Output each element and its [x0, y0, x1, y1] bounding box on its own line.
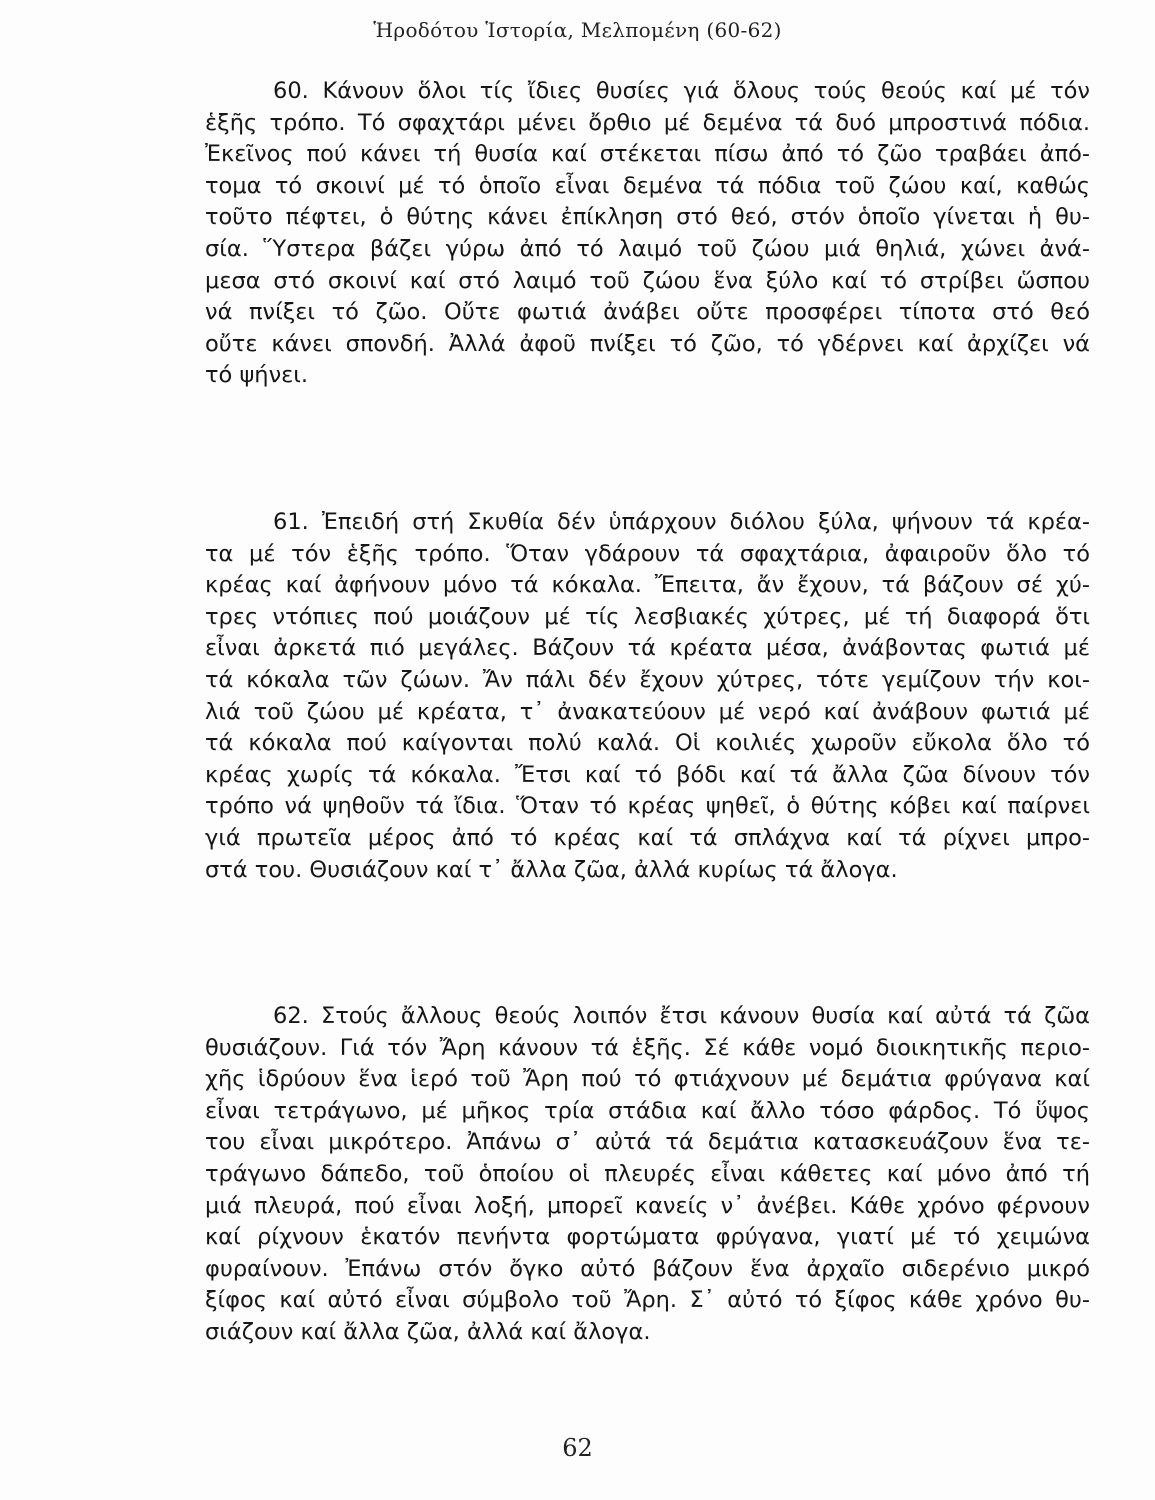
text-line: φυραίνουν. Ἐπάνω στόν ὄγκο αὐτό βάζουν ἕνα ἀρχαῖο σιδερένιο μικρό [205, 1255, 1090, 1282]
text-line: του εἶναι μικρότερο. Ἀπάνω σ᾿ αὐτά τά δεμάτια κατασκευάζουν ἕνα τε- [205, 1129, 1090, 1156]
text-line: σιάζουν καί ἄλλα ζῶα, ἀλλά καί ἄλογα. [205, 1318, 651, 1345]
text-line: σία. Ὕστερα βάζει γύρω ἀπό τό λαιμό τοῦ ζώου μιά θηλιά, χώνει ἀνά- [205, 235, 1090, 262]
text-line: τράγωνο δάπεδο, τοῦ ὁποίου οἱ πλευρές εἶναι κάθετες καί μόνο ἀπό τή [205, 1160, 1090, 1187]
text-line: 60. Κάνουν ὅλοι τίς ἴδιες θυσίες γιά ὅλους τούς θεούς καί μέ τόν [273, 78, 1090, 104]
text-line: ξίφος καί αὐτό εἶναι σύμβολο τοῦ Ἄρη. Σ᾿ αὐτό τό ξίφος κάθε χρόνο θυ- [205, 1287, 1090, 1314]
text-line: στά του. Θυσιάζουν καί τ᾿ ἄλλα ζῶα, ἀλλά κυρίως τά ἄλογα. [205, 856, 898, 883]
text-line: 62. Στούς ἄλλους θεούς λοιπόν ἔτσι κάνουν θυσία καί αὐτά τά ζῶα [273, 1003, 1090, 1029]
text-line: τό ψήνει. [205, 362, 309, 389]
text-line: μιά πλευρά, πού εἶναι λοξή, μπορεῖ κανείς ν᾿ ἀνέβει. Κάθε χρόνο φέρνουν [205, 1192, 1090, 1219]
paragraph-61 [205, 507, 1090, 886]
text-line: μεσα στό σκοινί καί στό λαιμό τοῦ ζώου ἕνα ξύλο καί τό στρίβει ὥσπου [205, 267, 1090, 294]
text-line: λιά τοῦ ζώου μέ κρέατα, τ᾿ ἀνακατεύουν μέ νερό καί ἀνάβουν φωτιά μέ [205, 698, 1090, 725]
text-line: Ἐκεῖνος πού κάνει τή θυσία καί στέκεται πίσω ἀπό τό ζῶο τραβάει ἀπό- [205, 141, 1090, 168]
text-line: τα μέ τόν ἑξῆς τρόπο. Ὅταν γδάρουν τά σφαχτάρια, ἀφαιροῦν ὅλο τό [205, 540, 1090, 567]
text-line: τομα τό σκοινί μέ τό ὁποῖο εἶναι δεμένα τά πόδια τοῦ ζώου καί, καθώς [205, 172, 1090, 199]
text-line: κρέας καί ἀφήνουν μόνο τά κόκαλα. Ἔπειτα, ἄν ἔχουν, τά βάζουν σέ χύ- [205, 572, 1090, 599]
text-line: τοῦτο πέφτει, ὁ θύτης κάνει ἐπίκληση στό θεό, στόν ὁποῖο γίνεται ἡ θυ- [205, 204, 1090, 231]
text-line: γιά πρωτεῖα μέρος ἀπό τό κρέας καί τά σπλάχνα καί τά ρίχνει μπρο- [205, 824, 1090, 851]
text-line: τρόπο νά ψηθοῦν τά ἴδια. Ὅταν τό κρέας ψηθεῖ, ὁ θύτης κόβει καί παίρνει [205, 793, 1090, 820]
page-number: 62 [562, 1434, 593, 1462]
running-header: Ἡροδότου Ἱστορία, Μελπομένη (60-62) [373, 18, 782, 42]
text-line: 61. Ἐπειδή στή Σκυθία δέν ὑπάρχουν διόλου ξύλα, ψήνουν τά κρέα- [273, 509, 1090, 535]
text-line: εἶναι τετράγωνο, μέ μῆκος τρία στάδια καί ἄλλο τόσο φάρδος. Τό ὕψος [205, 1097, 1090, 1124]
text-line: καί ρίχνουν ἑκατόν πενήντα φορτώματα φρύγανα, γιατί μέ τό χειμώνα [205, 1224, 1090, 1251]
text-line: νά πνίξει τό ζῶο. Οὔτε φωτιά ἀνάβει οὔτε προσφέρει τίποτα στό θεό [205, 299, 1090, 326]
text-line: θυσιάζουν. Γιά τόν Ἄρη κάνουν τά ἑξῆς. Σέ κάθε νομό διοικητικῆς περιο- [205, 1034, 1090, 1061]
text-line: εἶναι ἀρκετά πιό μεγάλες. Βάζουν τά κρέατα μέσα, ἀνάβοντας φωτιά μέ [205, 635, 1090, 662]
paragraph-62 [205, 1001, 1090, 1349]
text-line: τά κόκαλα τῶν ζώων. Ἄν πάλι δέν ἔχουν χύτρες, τότε γεμίζουν τήν κοι- [205, 666, 1090, 693]
text-line: τρες ντόπιες πού μοιάζουν μέ τίς λεσβιακές χύτρες, μέ τή διαφορά ὅτι [205, 603, 1090, 630]
text-line: τά κόκαλα πού καίγονται πολύ καλά. Οἱ κοιλιές χωροῦν εὔκολα ὅλο τό [205, 730, 1090, 757]
text-line: οὔτε κάνει σπονδή. Ἀλλά ἀφοῦ πνίξει τό ζῶο, τό γδέρνει καί ἀρχίζει νά [205, 330, 1090, 357]
text-line: χῆς ἱδρύουν ἕνα ἱερό τοῦ Ἄρη πού τό φτιάχνουν μέ δεμάτια φρύγανα καί [205, 1066, 1090, 1093]
text-line: κρέας χωρίς τά κόκαλα. Ἔτσι καί τό βόδι καί τά ἄλλα ζῶα δίνουν τόν [205, 761, 1090, 788]
text-line: ἑξῆς τρόπο. Τό σφαχτάρι μένει ὄρθιο μέ δεμένα τά δυό μπροστινά πόδια. [205, 109, 1090, 136]
paragraph-60 [205, 76, 1090, 392]
